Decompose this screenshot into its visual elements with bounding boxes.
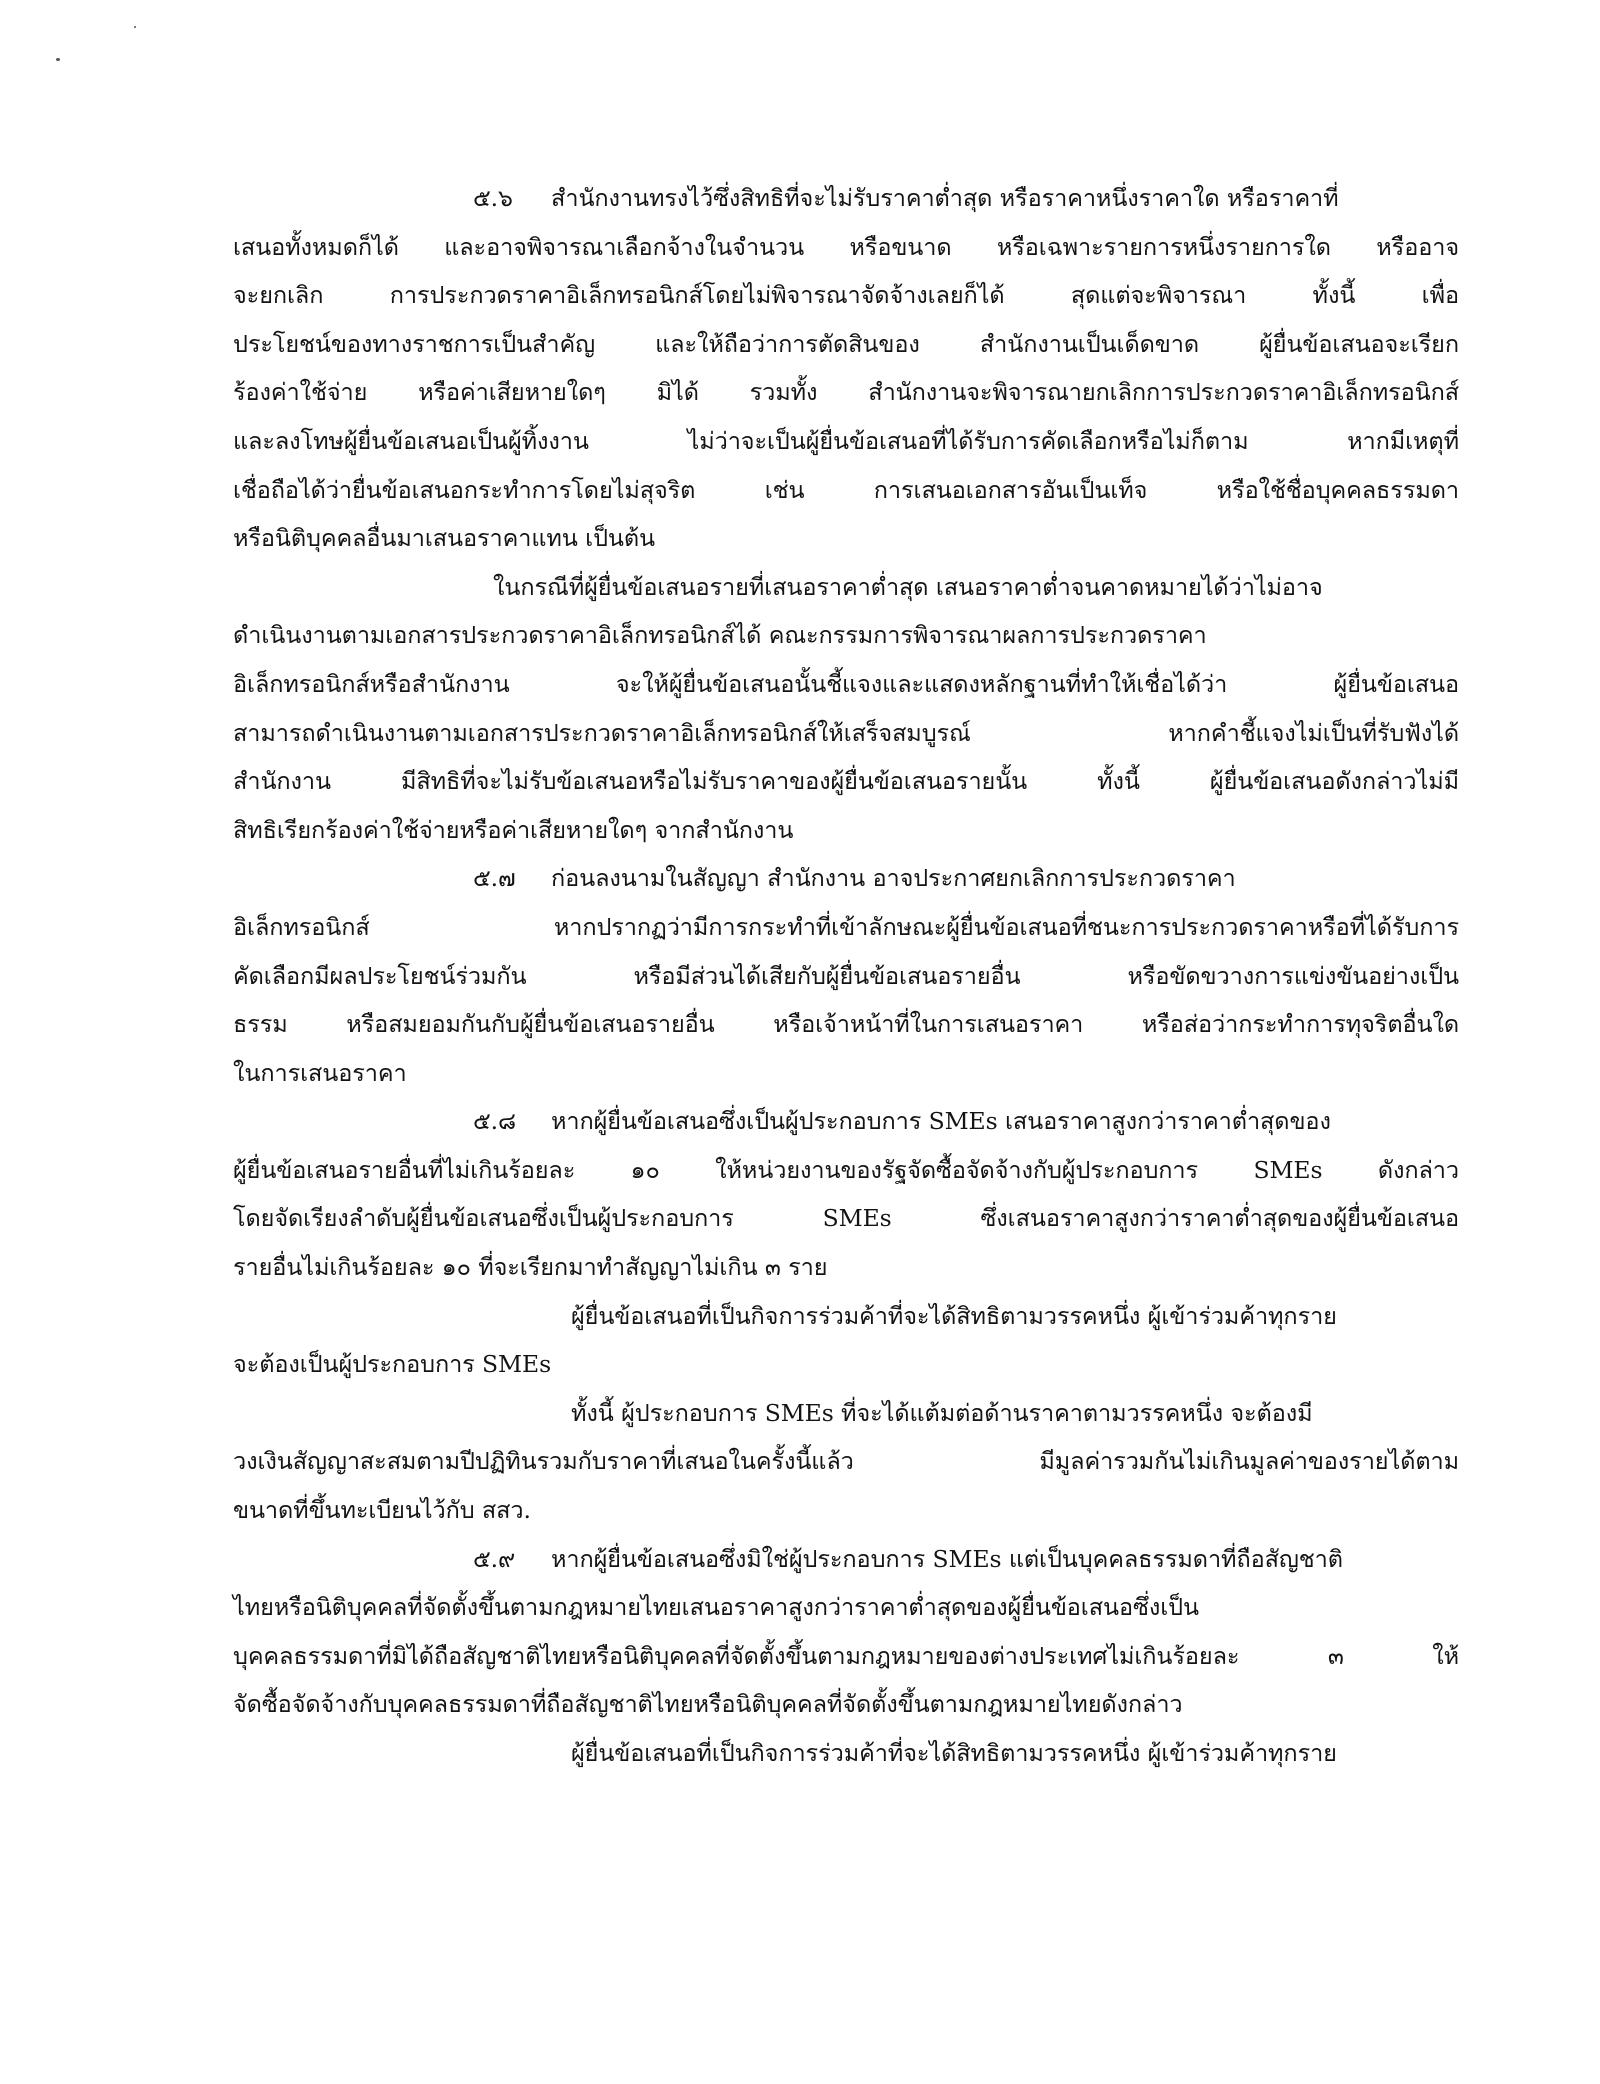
clause-5-7-heading-line: [233, 854, 1459, 903]
body-line: ผู้ยื่นข้อเสนอรายอื่นที่ไม่เกินร้อยละ ๑๐ ให้หน่วยงานของรัฐจัดซื้อจัดจ้างกับผู้ประกอบการ SMEs ดังกล่าว: [233, 1155, 1459, 1184]
body-line: รายอื่นไม่เกินร้อยละ ๑๐ ที่จะเรียกมาทำสัญญาไม่เกิน ๓ ราย: [233, 1253, 828, 1282]
document-body: [233, 174, 1459, 1778]
clause-number: ๕.๗: [473, 864, 516, 893]
body-line: ประโยชน์ของทางราชการเป็นสำคัญ และให้ถือว่าการตัดสินของ สำนักงานเป็นเด็ดขาด ผู้ยื่นข้อเสนอจะเรียก: [233, 329, 1459, 358]
clause-text: หากผู้ยื่นข้อเสนอซึ่งมิใช่ผู้ประกอบการ SMEs แต่เป็นบุคคลธรรมดาที่ถือสัญชาติ: [551, 1544, 1343, 1573]
clause-number: ๕.๖: [473, 184, 513, 212]
body-line: จะยกเลิก การประกวดราคาอิเล็กทรอนิกส์โดยไม่พิจารณาจัดจ้างเลยก็ได้ สุดแต่จะพิจารณา ทั้งนี้ เพื่อ: [233, 281, 1459, 310]
body-line: ร้องค่าใช้จ่าย หรือค่าเสียหายใดๆ มิได้ รวมทั้ง สำนักงานจะพิจารณายกเลิกการประกวดราคาอิเล็กทรอนิกส์: [233, 378, 1459, 407]
body-line: หรือนิติบุคคลอื่นมาเสนอราคาแทน เป็นต้น: [233, 524, 655, 553]
clause-5-6-heading-line: [233, 174, 1459, 223]
clause-number: ๕.๘: [473, 1107, 517, 1136]
body-line: ไทยหรือนิติบุคคลที่จัดตั้งขึ้นตามกฎหมายไทยเสนอราคาสูงกว่าราคาต่ำสุดของผู้ยื่นข้อเสนอซึ่งเป็น: [233, 1593, 1199, 1622]
body-line: อิเล็กทรอนิกส์หรือสำนักงาน จะให้ผู้ยื่นข้อเสนอนั้นชี้แจงและแสดงหลักฐานที่ทำให้เชื่อได้ว่า ผู้ยื่นข้อเสนอ: [233, 669, 1459, 698]
body-line: ธรรม หรือสมยอมกันกับผู้ยื่นข้อเสนอรายอื่น หรือเจ้าหน้าที่ในการเสนอราคา หรือส่อว่ากระทำการทุจริตอื่นใด: [233, 1010, 1459, 1039]
scan-speck: [134, 26, 136, 28]
body-line: โดยจัดเรียงลำดับผู้ยื่นข้อเสนอซึ่งเป็นผู้ประกอบการ SMEs ซึ่งเสนอราคาสูงกว่าราคาต่ำสุดของผู้ยื่นข้อเสนอ: [233, 1204, 1459, 1233]
body-line: ขนาดที่ขึ้นทะเบียนไว้กับ สสว.: [233, 1496, 531, 1525]
body-line: จัดซื้อจัดจ้างกับบุคคลธรรมดาที่ถือสัญชาติไทยหรือนิติบุคคลที่จัดตั้งขึ้นตามกฎหมายไทยดังกล่าว: [233, 1690, 1183, 1719]
paragraph-first-line: ทั้งนี้ ผู้ประกอบการ SMEs ที่จะได้แต้มต่อด้านราคาตามวรรคหนึ่ง จะต้องมี: [571, 1398, 1313, 1427]
clause-text: ก่อนลงนามในสัญญา สำนักงาน อาจประกาศยกเลิกการประกวดราคา: [551, 864, 1236, 893]
body-line: คัดเลือกมีผลประโยชน์ร่วมกัน หรือมีส่วนได้เสียกับผู้ยื่นข้อเสนอรายอื่น หรือขัดขวางการแข่งขันอย่างเป็น: [233, 961, 1459, 990]
body-line: สิทธิเรียกร้องค่าใช้จ่ายหรือค่าเสียหายใดๆ จากสำนักงาน: [233, 815, 794, 844]
body-line: ในการเสนอราคา: [233, 1058, 407, 1087]
paragraph-first-line: ผู้ยื่นข้อเสนอที่เป็นกิจการร่วมค้าที่จะได้สิทธิตามวรรคหนึ่ง ผู้เข้าร่วมค้าทุกราย: [571, 1301, 1337, 1330]
scan-speck: [56, 58, 60, 61]
body-line: บุคคลธรรมดาที่มิได้ถือสัญชาติไทยหรือนิติบุคคลที่จัดตั้งขึ้นตามกฎหมายของต่างประเทศไม่เกินร้อยละ ๓ ให้: [233, 1641, 1459, 1670]
body-line: สามารถดำเนินงานตามเอกสารประกวดราคาอิเล็กทรอนิกส์ให้เสร็จสมบูรณ์ หากคำชี้แจงไม่เป็นที่รับฟังได้: [233, 718, 1459, 747]
paragraph-first-line: ผู้ยื่นข้อเสนอที่เป็นกิจการร่วมค้าที่จะได้สิทธิตามวรรคหนึ่ง ผู้เข้าร่วมค้าทุกราย: [571, 1739, 1337, 1767]
body-line: ดำเนินงานตามเอกสารประกวดราคาอิเล็กทรอนิกส์ได้ คณะกรรมการพิจารณาผลการประกวดราคา: [233, 621, 1207, 650]
clause-5-8-heading-line: [233, 1097, 1459, 1146]
body-line: เชื่อถือได้ว่ายื่นข้อเสนอกระทำการโดยไม่สุจริต เช่น การเสนอเอกสารอันเป็นเท็จ หรือใช้ชื่อบุคคลธรรมดา: [233, 475, 1459, 504]
body-line: วงเงินสัญญาสะสมตามปีปฏิทินรวมกับราคาที่เสนอในครั้งนี้แล้ว มีมูลค่ารวมกันไม่เกินมูลค่าของรายได้ตาม: [233, 1447, 1459, 1476]
clause-5-9-heading-line: [233, 1535, 1459, 1584]
clause-text: สำนักงานทรงไว้ซึ่งสิทธิที่จะไม่รับราคาต่ำสุด หรือราคาหนึ่งราคาใด หรือราคาที่: [551, 184, 1339, 212]
body-line: จะต้องเป็นผู้ประกอบการ SMEs: [233, 1350, 552, 1379]
paragraph-first-line: ในกรณีที่ผู้ยื่นข้อเสนอรายที่เสนอราคาต่ำสุด เสนอราคาต่ำจนคาดหมายได้ว่าไม่อาจ: [493, 572, 1323, 601]
body-line: และลงโทษผู้ยื่นข้อเสนอเป็นผู้ทิ้งงาน ไม่ว่าจะเป็นผู้ยื่นข้อเสนอที่ได้รับการคัดเลือกหรือไม่ก็ตาม หากมีเหตุที่: [233, 426, 1459, 455]
body-line: เสนอทั้งหมดก็ได้ และอาจพิจารณาเลือกจ้างในจำนวน หรือขนาด หรือเฉพาะรายการหนึ่งรายการใด หรืออาจ: [233, 232, 1459, 261]
body-line: สำนักงาน มีสิทธิที่จะไม่รับข้อเสนอหรือไม่รับราคาของผู้ยื่นข้อเสนอรายนั้น ทั้งนี้ ผู้ยื่นข้อเสนอดังกล่าวไม่มี: [233, 767, 1459, 796]
body-line: อิเล็กทรอนิกส์ หากปรากฏว่ามีการกระทำที่เข้าลักษณะผู้ยื่นข้อเสนอที่ชนะการประกวดราคาหรือที่ได้รับการ: [233, 912, 1459, 941]
clause-number: ๕.๙: [473, 1544, 516, 1573]
clause-text: หากผู้ยื่นข้อเสนอซึ่งเป็นผู้ประกอบการ SMEs เสนอราคาสูงกว่าราคาต่ำสุดของ: [551, 1107, 1331, 1136]
